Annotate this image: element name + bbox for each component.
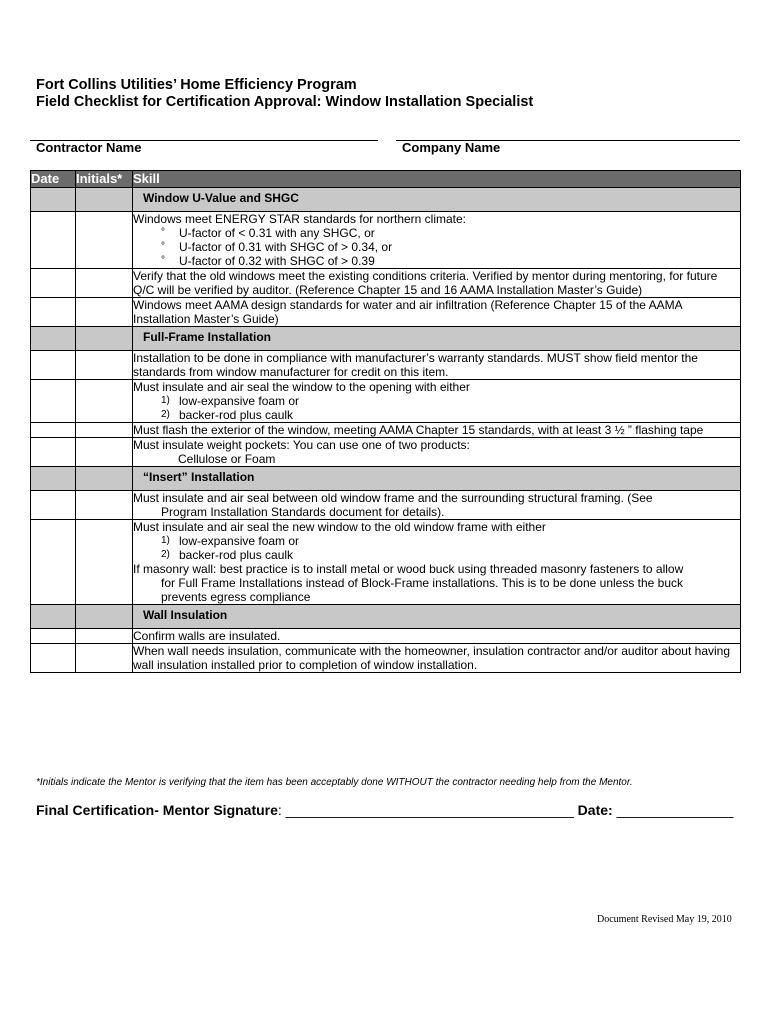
skill-line <box>133 452 740 466</box>
company-name-label: Company Name <box>402 140 501 155</box>
column-header-skill: Skill <box>133 171 741 188</box>
skill-cell <box>133 380 741 423</box>
skill-cell <box>133 351 741 380</box>
section-title: Wall Insulation <box>133 605 741 629</box>
skill-cell <box>133 629 741 644</box>
skill-text: Confirm walls are insulated. <box>133 629 281 643</box>
skill-line <box>133 644 740 672</box>
checklist-table <box>30 170 741 673</box>
column-header-initials: Initials* <box>76 171 133 188</box>
skill-text: Installation to be done in compliance with manufacturer’s warranty standards. MUST show field mentor the standards from window manufacturer for credit on this item. <box>133 351 698 379</box>
skill-line <box>133 548 740 562</box>
skill-text: Must insulate and air seal the new window to the old window frame with either <box>133 520 546 534</box>
revision-date: Document Revised May 19, 2010 <box>597 914 732 925</box>
skill-line <box>133 576 740 590</box>
skill-row <box>31 629 741 644</box>
skill-text: When wall needs insulation, communicate with the homeowner, insulation contractor and/or auditor about having wall insulation installed prior to completion of window installation. <box>133 644 731 672</box>
skill-text: Windows meet ENERGY STAR standards for northern climate: <box>133 212 467 226</box>
section-initials-cell <box>76 188 133 212</box>
skill-text: Must insulate weight pockets: You can use one of two products: <box>133 438 470 452</box>
section-initials-cell <box>76 327 133 351</box>
skill-cell <box>133 298 741 327</box>
table-header-row <box>31 171 741 188</box>
skill-line <box>133 408 740 422</box>
section-row <box>31 188 741 212</box>
skill-text: Windows meet AAMA design standards for water and air infiltration (Reference Chapter 15 of the AAMA Installation Master’s Guide) <box>133 298 682 326</box>
skill-line <box>133 394 740 408</box>
skill-row <box>31 351 741 380</box>
list-marker: 2) <box>161 549 170 560</box>
skill-text: for Full Frame Installations instead of Block-Frame installations. This is to be done unless the buck <box>161 576 684 590</box>
skill-text: If masonry wall: best practice is to install metal or wood buck using threaded masonry fasteners to allow <box>133 562 684 576</box>
checklist-title: Field Checklist for Certification Approval: Window Installation Specialist <box>36 94 534 110</box>
skill-line <box>133 212 740 226</box>
final-certification-colon: : <box>277 802 282 818</box>
initials-cell[interactable] <box>76 269 133 298</box>
skill-line <box>133 423 740 437</box>
list-marker: ° <box>161 227 165 238</box>
initials-cell[interactable] <box>76 644 133 673</box>
initials-cell[interactable] <box>76 380 133 423</box>
skill-cell <box>133 423 741 438</box>
section-row <box>31 467 741 491</box>
list-marker: 1) <box>161 395 170 406</box>
skill-row <box>31 491 741 520</box>
skill-line <box>133 351 740 379</box>
date-cell[interactable] <box>31 423 76 438</box>
skill-text: Must insulate and air seal the window to the opening with either <box>133 380 470 394</box>
final-certification-line <box>36 802 733 818</box>
initials-cell[interactable] <box>76 351 133 380</box>
skill-line <box>133 629 740 643</box>
date-cell[interactable] <box>31 438 76 467</box>
section-row <box>31 605 741 629</box>
initials-cell[interactable] <box>76 629 133 644</box>
mentor-signature-blank[interactable]: _____________________________________ <box>281 802 578 818</box>
skill-line <box>133 438 740 452</box>
skill-line <box>133 520 740 534</box>
skill-row <box>31 644 741 673</box>
skill-line <box>133 226 740 240</box>
initials-cell[interactable] <box>76 298 133 327</box>
section-row <box>31 327 741 351</box>
date-label: Date: <box>577 802 613 818</box>
date-blank[interactable]: _______________ <box>612 802 734 818</box>
final-certification-label: Final Certification- Mentor Signature <box>36 802 278 818</box>
skill-line <box>133 534 740 548</box>
initials-cell[interactable] <box>76 438 133 467</box>
skill-line <box>133 269 740 297</box>
section-title: “Insert” Installation <box>133 467 741 491</box>
program-title: Fort Collins Utilities’ Home Efficiency Program <box>36 77 357 93</box>
initials-footnote: *Initials indicate the Mentor is verifying that the item has been acceptably done WITHOUT the contractor needing help from the Mentor. <box>36 777 633 788</box>
skill-text: low-expansive foam or <box>179 534 300 548</box>
skill-text: Cellulose or Foam <box>178 452 276 466</box>
skill-line <box>133 590 740 604</box>
section-date-cell <box>31 188 76 212</box>
skill-line <box>133 562 740 576</box>
skill-row <box>31 423 741 438</box>
list-marker: 2) <box>161 409 170 420</box>
initials-cell[interactable] <box>76 423 133 438</box>
skill-row <box>31 380 741 423</box>
date-cell[interactable] <box>31 520 76 605</box>
date-cell[interactable] <box>31 644 76 673</box>
skill-text: Must flash the exterior of the window, meeting AAMA Chapter 15 standards, with at least 3 ½ ” flashing tape <box>133 423 704 437</box>
skill-row <box>31 269 741 298</box>
skill-cell <box>133 269 741 298</box>
skill-cell <box>133 520 741 605</box>
contractor-name-label: Contractor Name <box>36 140 142 155</box>
initials-cell[interactable] <box>76 491 133 520</box>
checklist-body <box>31 188 741 673</box>
skill-line <box>133 254 740 268</box>
skill-text: Verify that the old windows meet the existing conditions criteria. Verified by mentor during mentoring, for future Q/C will be verified by auditor. (Reference Chapter 15 and 16 AAMA Installation Master’s Guide) <box>133 269 718 297</box>
list-marker: 1) <box>161 535 170 546</box>
section-date-cell <box>31 605 76 629</box>
skill-line <box>133 505 740 519</box>
skill-line <box>133 298 740 326</box>
list-marker: ° <box>161 241 165 252</box>
list-marker: ° <box>161 255 165 266</box>
section-initials-cell <box>76 467 133 491</box>
section-date-cell <box>31 327 76 351</box>
skill-cell <box>133 212 741 269</box>
skill-cell <box>133 491 741 520</box>
skill-text: U-factor of 0.31 with SHGC of > 0.34, or <box>179 240 393 254</box>
skill-text: prevents egress compliance <box>161 590 311 604</box>
date-cell[interactable] <box>31 212 76 269</box>
date-cell[interactable] <box>31 298 76 327</box>
section-initials-cell <box>76 605 133 629</box>
skill-text: Program Installation Standards document for details). <box>161 505 445 519</box>
skill-text: backer-rod plus caulk <box>179 548 294 562</box>
skill-text: U-factor of 0.32 with SHGC of > 0.39 <box>179 254 375 268</box>
column-header-date: Date <box>31 171 76 188</box>
skill-text: Must insulate and air seal between old window frame and the surrounding structural framing. (See <box>133 491 653 505</box>
skill-row <box>31 520 741 605</box>
skill-row <box>31 212 741 269</box>
skill-row <box>31 298 741 327</box>
skill-row <box>31 438 741 467</box>
skill-text: U-factor of < 0.31 with any SHGC, or <box>179 226 375 240</box>
date-cell[interactable] <box>31 491 76 520</box>
section-date-cell <box>31 467 76 491</box>
skill-cell <box>133 644 741 673</box>
skill-text: low-expansive foam or <box>179 394 300 408</box>
skill-line <box>133 491 740 505</box>
skill-text: backer-rod plus caulk <box>179 408 294 422</box>
initials-cell[interactable] <box>76 520 133 605</box>
skill-line <box>133 240 740 254</box>
date-cell[interactable] <box>31 380 76 423</box>
section-title: Window U-Value and SHGC <box>133 188 741 212</box>
section-title: Full-Frame Installation <box>133 327 741 351</box>
date-cell[interactable] <box>31 351 76 380</box>
initials-cell[interactable] <box>76 212 133 269</box>
skill-line <box>133 380 740 394</box>
date-cell[interactable] <box>31 269 76 298</box>
skill-cell <box>133 438 741 467</box>
date-cell[interactable] <box>31 629 76 644</box>
